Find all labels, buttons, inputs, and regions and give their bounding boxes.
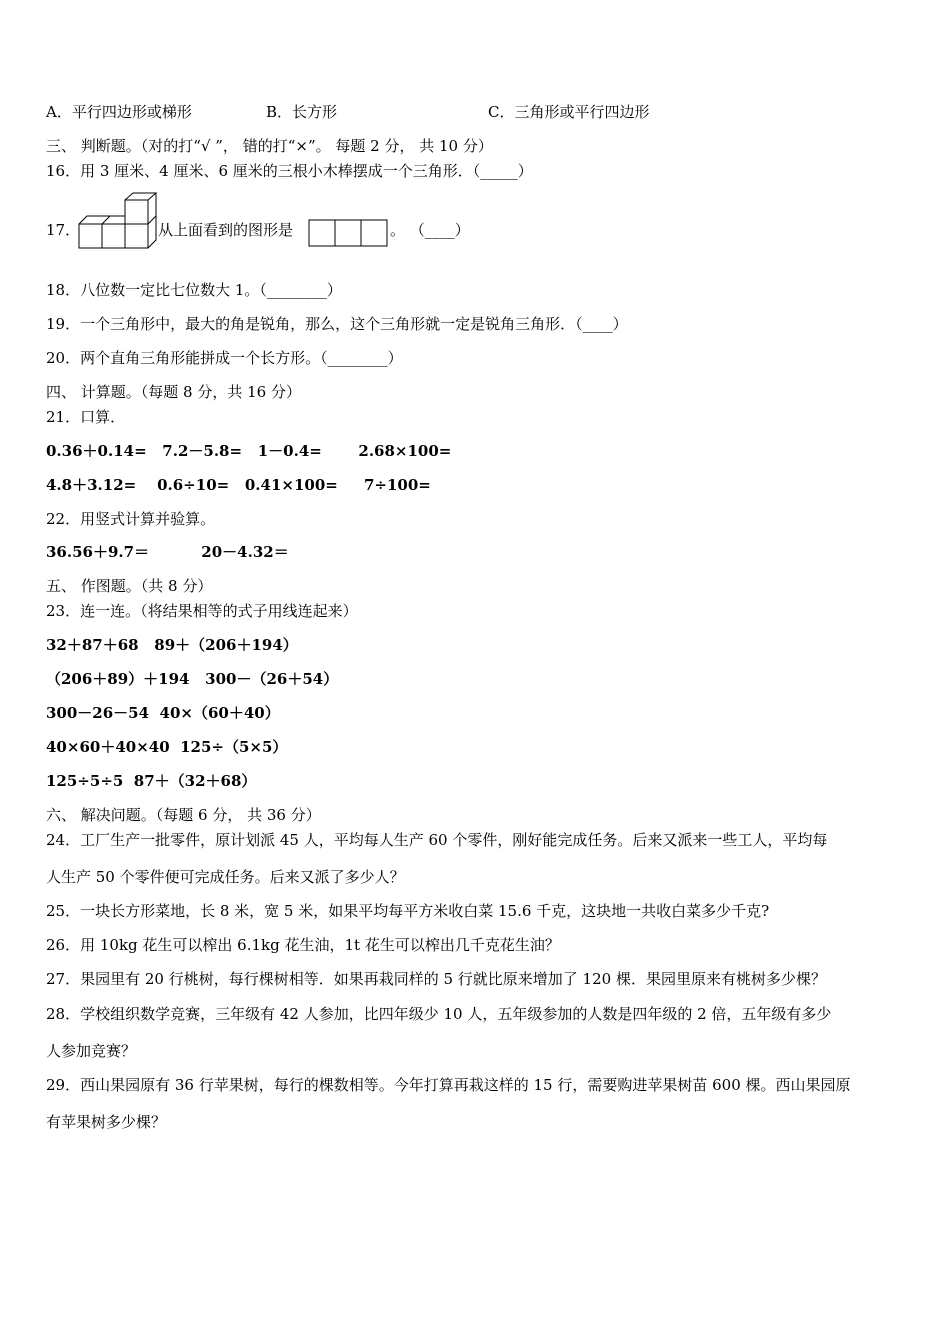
question-19: 19．一个三角形中，最大的角是锐角，那么，这个三角形就一定是锐角三角形．（____）	[46, 315, 628, 333]
matching-row: 32＋87＋68 89＋（206＋194）	[46, 636, 298, 654]
option-a: A．平行四边形或梯形	[46, 103, 192, 121]
question-29-line-1: 29．西山果园原有 36 行苹果树，每行的棵数相等。今年打算再栽这样的 15 行，需要购进苹果树苗 600 棵。西山果园原	[46, 1076, 851, 1094]
section3-title: 三、 判断题。（对的打“√ ”， 错的打“×”。 每题 2 分， 共 10 分）	[46, 137, 493, 155]
question-27: 27．果园里有 20 行桃树，每行棵树相等．如果再栽同样的 5 行就比原来增加了 120 棵．果园里原来有桃树多少棵？	[46, 970, 826, 988]
cube-stack-figure	[78, 192, 158, 250]
q22-row: 36.56＋9.7＝ 20－4.32＝	[46, 543, 289, 561]
option-c: C．三角形或平行四边形	[488, 103, 650, 121]
matching-row: （206＋89）＋194 300－（26＋54）	[46, 670, 339, 688]
question-22: 22．用竖式计算并验算。	[46, 510, 216, 528]
question-29-line-2: 有苹果树多少棵？	[46, 1113, 167, 1131]
section5-title: 五、 作图题。（共 8 分）	[46, 577, 213, 595]
option-b: B．长方形	[266, 103, 338, 121]
matching-row: 300－26－54 40×（60＋40）	[46, 704, 280, 722]
question-23: 23．连一连。（将结果相等的式子用线连起来）	[46, 602, 358, 620]
question-17-number: 17．	[46, 221, 81, 239]
matching-row: 40×60＋40×40 125÷（5×5）	[46, 738, 288, 756]
question-26: 26．用 10kg 花生可以榨出 6.1kg 花生油，1t 花生可以榨出几千克花生油？	[46, 936, 560, 954]
q21-row-1: 0.36＋0.14= 7.2－5.8= 1－0.4= 2.68×100=	[46, 442, 452, 460]
question-18: 18．八位数一定比七位数大 1。（________）	[46, 281, 342, 299]
question-21: 21．口算．	[46, 408, 126, 426]
question-17-text: 从上面看到的图形是	[158, 221, 294, 239]
section4-title: 四、 计算题。（每题 8 分，共 16 分）	[46, 383, 301, 401]
section6-title: 六、 解决问题。（每题 6 分， 共 36 分）	[46, 806, 321, 824]
q21-row-2: 4.8＋3.12= 0.6÷10= 0.41×100= 7÷100=	[46, 476, 431, 494]
matching-row: 125÷5÷5 87＋（32＋68）	[46, 772, 257, 790]
question-16: 16．用 3 厘米、4 厘米、6 厘米的三根小木棒摆成一个三角形．（_____）	[46, 162, 533, 180]
top-view-figure	[308, 219, 388, 247]
question-28-line-2: 人参加竞赛？	[46, 1042, 137, 1060]
question-17-end: 。 （____）	[390, 221, 470, 239]
question-28-line-1: 28．学校组织数学竞赛，三年级有 42 人参加，比四年级少 10 人，五年级参加的人数是四年级的 2 倍，五年级有多少	[46, 1005, 832, 1023]
question-24-line-2: 人生产 50 个零件便可完成任务。后来又派了多少人？	[46, 868, 405, 886]
question-25: 25．一块长方形菜地，长 8 米，宽 5 米，如果平均每平方米收白菜 15.6 千克，这块地一共收白菜多少千克?	[46, 902, 770, 920]
question-20: 20．两个直角三角形能拼成一个长方形。（________）	[46, 349, 403, 367]
question-24-line-1: 24．工厂生产一批零件，原计划派 45 人，平均每人生产 60 个零件，刚好能完成任务。后来又派来一些工人，平均每	[46, 831, 828, 849]
